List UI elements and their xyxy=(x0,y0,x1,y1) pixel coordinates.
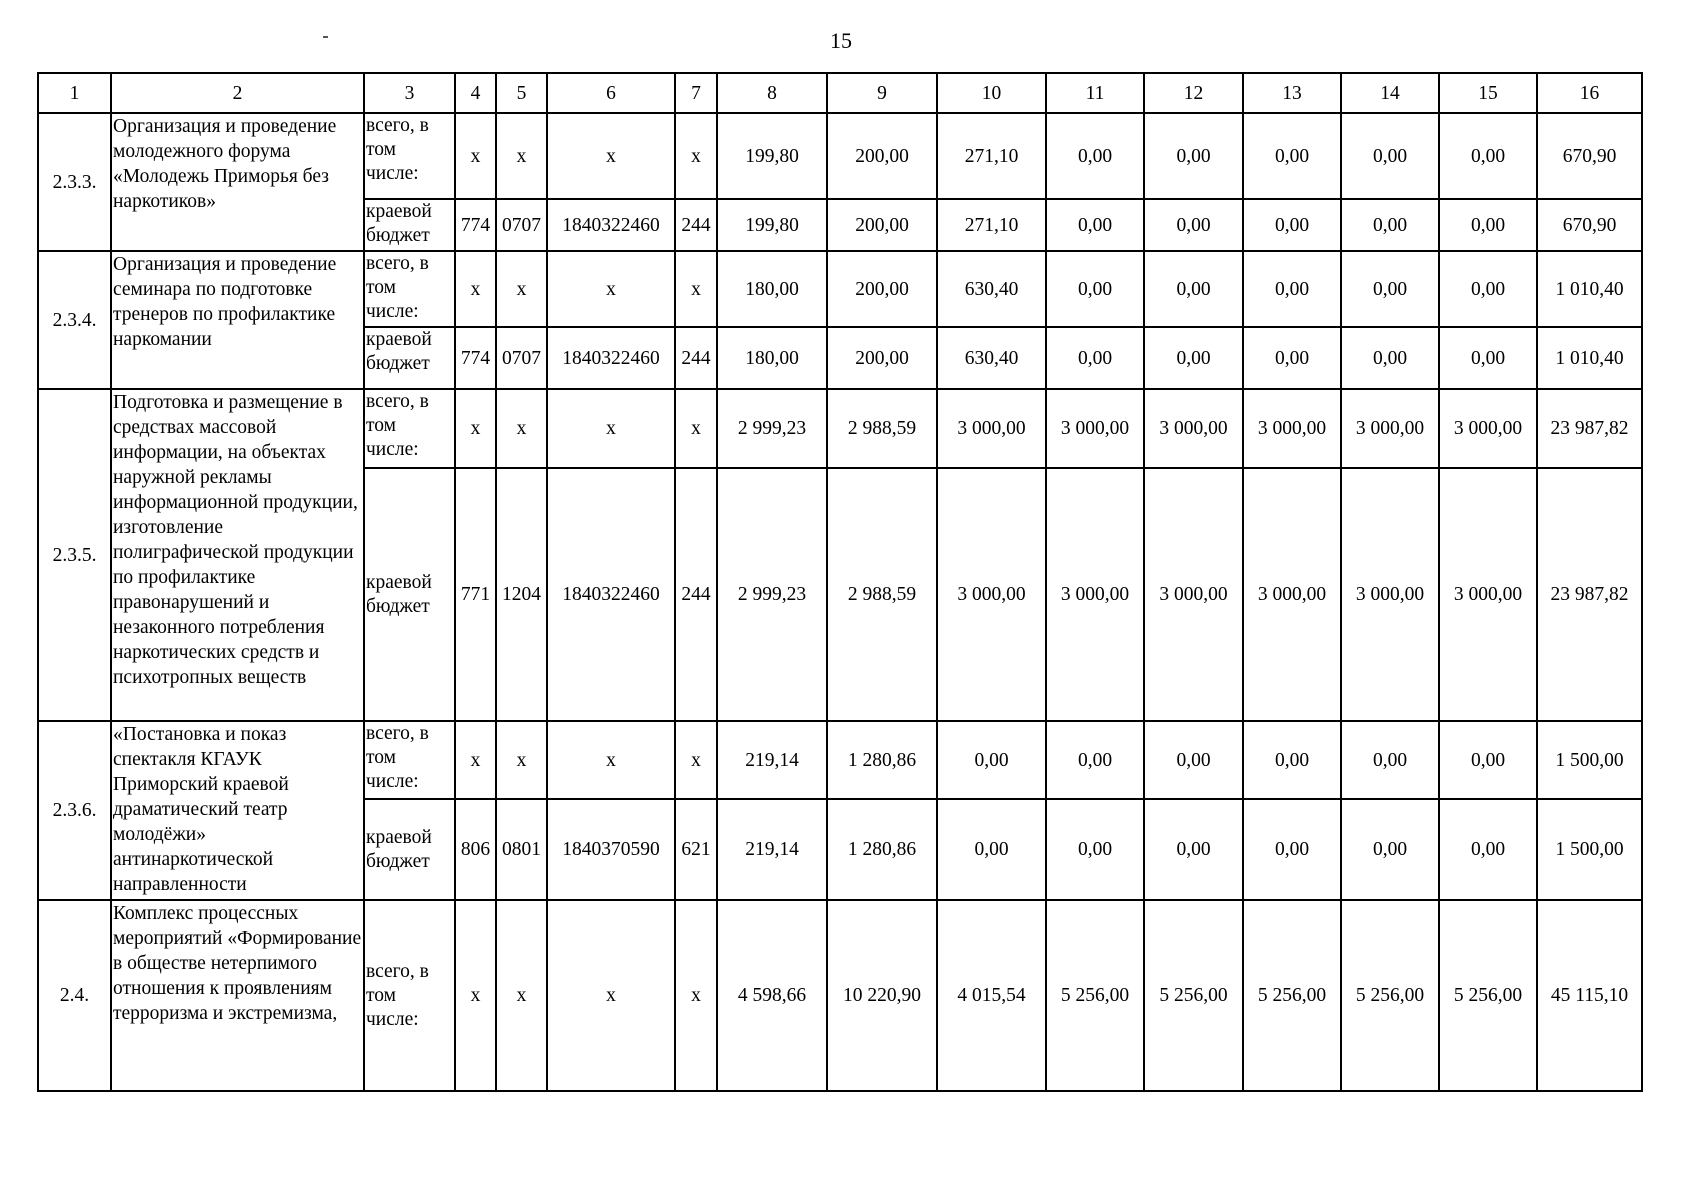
year-value: 0,00 xyxy=(1341,327,1439,389)
year-value: 2 999,23 xyxy=(717,389,827,468)
item-name: Организация и проведение молодежного форума «Молодежь Приморья без наркотиков» xyxy=(111,113,364,251)
budget-code: x xyxy=(455,721,496,799)
total-value: 670,90 xyxy=(1537,113,1642,199)
year-value: 3 000,00 xyxy=(1046,389,1144,468)
funding-source: всего, в том числе: xyxy=(364,900,455,1091)
budget-code: x xyxy=(496,113,547,199)
year-value: 0,00 xyxy=(1046,199,1144,251)
column-header: 8 xyxy=(717,73,827,113)
year-value: 0,00 xyxy=(1046,113,1144,199)
year-value: 0,00 xyxy=(1243,799,1341,900)
funding-source: краевой бюджет xyxy=(364,199,455,251)
budget-code: 1204 xyxy=(496,468,547,721)
budget-code: x xyxy=(496,900,547,1091)
year-value: 0,00 xyxy=(1439,799,1537,900)
year-value: 0,00 xyxy=(1439,199,1537,251)
year-value: 219,14 xyxy=(717,799,827,900)
budget-code: x xyxy=(675,900,717,1091)
budget-code: x xyxy=(675,113,717,199)
budget-code: 771 xyxy=(455,468,496,721)
total-value: 1 500,00 xyxy=(1537,721,1642,799)
year-value: 0,00 xyxy=(1341,251,1439,327)
year-value: 5 256,00 xyxy=(1243,900,1341,1091)
year-value: 3 000,00 xyxy=(1341,468,1439,721)
item-name: Подготовка и размещение в средствах массовой информации, на объектах наружной рекламы информационной продукции, изготовление полиграфической продукции по профилактике правонарушений и незаконного потребления наркотических средств и психотропных веществ xyxy=(111,389,364,721)
year-value: 3 000,00 xyxy=(1046,468,1144,721)
budget-code: 1840322460 xyxy=(547,199,675,251)
year-value: 0,00 xyxy=(1243,199,1341,251)
year-value: 0,00 xyxy=(1243,251,1341,327)
header-row xyxy=(38,73,1642,113)
year-value: 2 988,59 xyxy=(827,468,937,721)
item-name: Организация и проведение семинара по подготовке тренеров по профилактике наркомании xyxy=(111,251,364,389)
year-value: 1 280,86 xyxy=(827,799,937,900)
year-value: 10 220,90 xyxy=(827,900,937,1091)
year-value: 180,00 xyxy=(717,251,827,327)
year-value: 0,00 xyxy=(1144,251,1243,327)
year-value: 0,00 xyxy=(1046,721,1144,799)
year-value: 0,00 xyxy=(1341,799,1439,900)
year-value: 0,00 xyxy=(1046,799,1144,900)
budget-code: x xyxy=(455,113,496,199)
year-value: 3 000,00 xyxy=(937,389,1046,468)
year-value: 0,00 xyxy=(1046,327,1144,389)
year-value: 3 000,00 xyxy=(1439,468,1537,721)
year-value: 200,00 xyxy=(827,199,937,251)
item-number: 2.4. xyxy=(38,900,111,1091)
year-value: 3 000,00 xyxy=(1341,389,1439,468)
column-header: 5 xyxy=(496,73,547,113)
column-header: 10 xyxy=(937,73,1046,113)
budget-code: 774 xyxy=(455,199,496,251)
year-value: 0,00 xyxy=(1341,113,1439,199)
year-value: 0,00 xyxy=(1439,113,1537,199)
table-row xyxy=(38,113,1642,199)
column-header: 6 xyxy=(547,73,675,113)
year-value: 0,00 xyxy=(937,721,1046,799)
budget-code: x xyxy=(675,721,717,799)
scan-mark xyxy=(323,36,328,38)
table-row xyxy=(38,721,1642,799)
year-value: 0,00 xyxy=(1439,721,1537,799)
year-value: 0,00 xyxy=(1144,327,1243,389)
year-value: 271,10 xyxy=(937,113,1046,199)
budget-code: x xyxy=(455,251,496,327)
table-row xyxy=(38,900,1642,1091)
year-value: 0,00 xyxy=(1439,251,1537,327)
year-value: 5 256,00 xyxy=(1341,900,1439,1091)
total-value: 670,90 xyxy=(1537,199,1642,251)
budget-code: 244 xyxy=(675,199,717,251)
item-name: Комплекс процессных мероприятий «Формирование в обществе нетерпимого отношения к проявлениям терроризма и экстремизма, xyxy=(111,900,364,1091)
table-body xyxy=(38,113,1642,1091)
year-value: 3 000,00 xyxy=(1243,468,1341,721)
funding-source: краевой бюджет xyxy=(364,799,455,900)
budget-code: 244 xyxy=(675,327,717,389)
total-value: 23 987,82 xyxy=(1537,468,1642,721)
budget-code: x xyxy=(496,721,547,799)
column-header: 3 xyxy=(364,73,455,113)
budget-code: x xyxy=(496,251,547,327)
year-value: 0,00 xyxy=(1144,799,1243,900)
year-value: 199,80 xyxy=(717,199,827,251)
year-value: 0,00 xyxy=(1144,721,1243,799)
funding-source: краевой бюджет xyxy=(364,327,455,389)
budget-code: 621 xyxy=(675,799,717,900)
year-value: 271,10 xyxy=(937,199,1046,251)
item-number: 2.3.5. xyxy=(38,389,111,721)
year-value: 0,00 xyxy=(1341,199,1439,251)
budget-code: 774 xyxy=(455,327,496,389)
year-value: 0,00 xyxy=(1243,113,1341,199)
column-header: 7 xyxy=(675,73,717,113)
page-number: 15 xyxy=(830,28,852,53)
budget-code: 1840370590 xyxy=(547,799,675,900)
budget-code: x xyxy=(455,389,496,468)
year-value: 200,00 xyxy=(827,327,937,389)
year-value: 2 988,59 xyxy=(827,389,937,468)
column-header: 9 xyxy=(827,73,937,113)
budget-code: x xyxy=(496,389,547,468)
total-value: 1 500,00 xyxy=(1537,799,1642,900)
year-value: 200,00 xyxy=(827,251,937,327)
funding-source: краевой бюджет xyxy=(364,468,455,721)
budget-code: x xyxy=(547,113,675,199)
year-value: 630,40 xyxy=(937,327,1046,389)
item-name: «Постановка и показ спектакля КГАУК Приморский краевой драматический театр молодёжи» антинаркотической направленности xyxy=(111,721,364,900)
year-value: 3 000,00 xyxy=(1144,468,1243,721)
year-value: 0,00 xyxy=(1243,721,1341,799)
table-row xyxy=(38,389,1642,468)
budget-code: 0801 xyxy=(496,799,547,900)
budget-code: 0707 xyxy=(496,199,547,251)
year-value: 0,00 xyxy=(1144,199,1243,251)
column-header: 12 xyxy=(1144,73,1243,113)
budget-code: x xyxy=(675,251,717,327)
year-value: 0,00 xyxy=(1341,721,1439,799)
year-value: 630,40 xyxy=(937,251,1046,327)
budget-code: 1840322460 xyxy=(547,468,675,721)
funding-source: всего, в том числе: xyxy=(364,251,455,327)
year-value: 2 999,23 xyxy=(717,468,827,721)
column-header: 15 xyxy=(1439,73,1537,113)
budget-table xyxy=(37,72,1643,1092)
funding-source: всего, в том числе: xyxy=(364,113,455,199)
budget-code: x xyxy=(455,900,496,1091)
budget-code: x xyxy=(547,721,675,799)
budget-code: 806 xyxy=(455,799,496,900)
table-row xyxy=(38,251,1642,327)
column-header: 2 xyxy=(111,73,364,113)
year-value: 0,00 xyxy=(1243,327,1341,389)
item-number: 2.3.3. xyxy=(38,113,111,251)
year-value: 0,00 xyxy=(1144,113,1243,199)
total-value: 1 010,40 xyxy=(1537,251,1642,327)
budget-code: x xyxy=(547,251,675,327)
year-value: 3 000,00 xyxy=(937,468,1046,721)
column-header: 4 xyxy=(455,73,496,113)
year-value: 0,00 xyxy=(1439,327,1537,389)
total-value: 1 010,40 xyxy=(1537,327,1642,389)
year-value: 5 256,00 xyxy=(1046,900,1144,1091)
year-value: 199,80 xyxy=(717,113,827,199)
year-value: 0,00 xyxy=(937,799,1046,900)
column-header: 13 xyxy=(1243,73,1341,113)
column-header: 1 xyxy=(38,73,111,113)
year-value: 219,14 xyxy=(717,721,827,799)
item-number: 2.3.6. xyxy=(38,721,111,900)
budget-code: x xyxy=(547,389,675,468)
budget-code: 244 xyxy=(675,468,717,721)
budget-code: 0707 xyxy=(496,327,547,389)
budget-code: x xyxy=(547,900,675,1091)
year-value: 180,00 xyxy=(717,327,827,389)
year-value: 3 000,00 xyxy=(1144,389,1243,468)
year-value: 4 598,66 xyxy=(717,900,827,1091)
year-value: 200,00 xyxy=(827,113,937,199)
year-value: 1 280,86 xyxy=(827,721,937,799)
funding-source: всего, в том числе: xyxy=(364,721,455,799)
budget-code: 1840322460 xyxy=(547,327,675,389)
year-value: 3 000,00 xyxy=(1243,389,1341,468)
column-header: 14 xyxy=(1341,73,1439,113)
year-value: 4 015,54 xyxy=(937,900,1046,1091)
budget-code: x xyxy=(675,389,717,468)
year-value: 0,00 xyxy=(1046,251,1144,327)
funding-source: всего, в том числе: xyxy=(364,389,455,468)
year-value: 3 000,00 xyxy=(1439,389,1537,468)
year-value: 5 256,00 xyxy=(1439,900,1537,1091)
total-value: 45 115,10 xyxy=(1537,900,1642,1091)
total-value: 23 987,82 xyxy=(1537,389,1642,468)
item-number: 2.3.4. xyxy=(38,251,111,389)
year-value: 5 256,00 xyxy=(1144,900,1243,1091)
column-header: 16 xyxy=(1537,73,1642,113)
column-header: 11 xyxy=(1046,73,1144,113)
